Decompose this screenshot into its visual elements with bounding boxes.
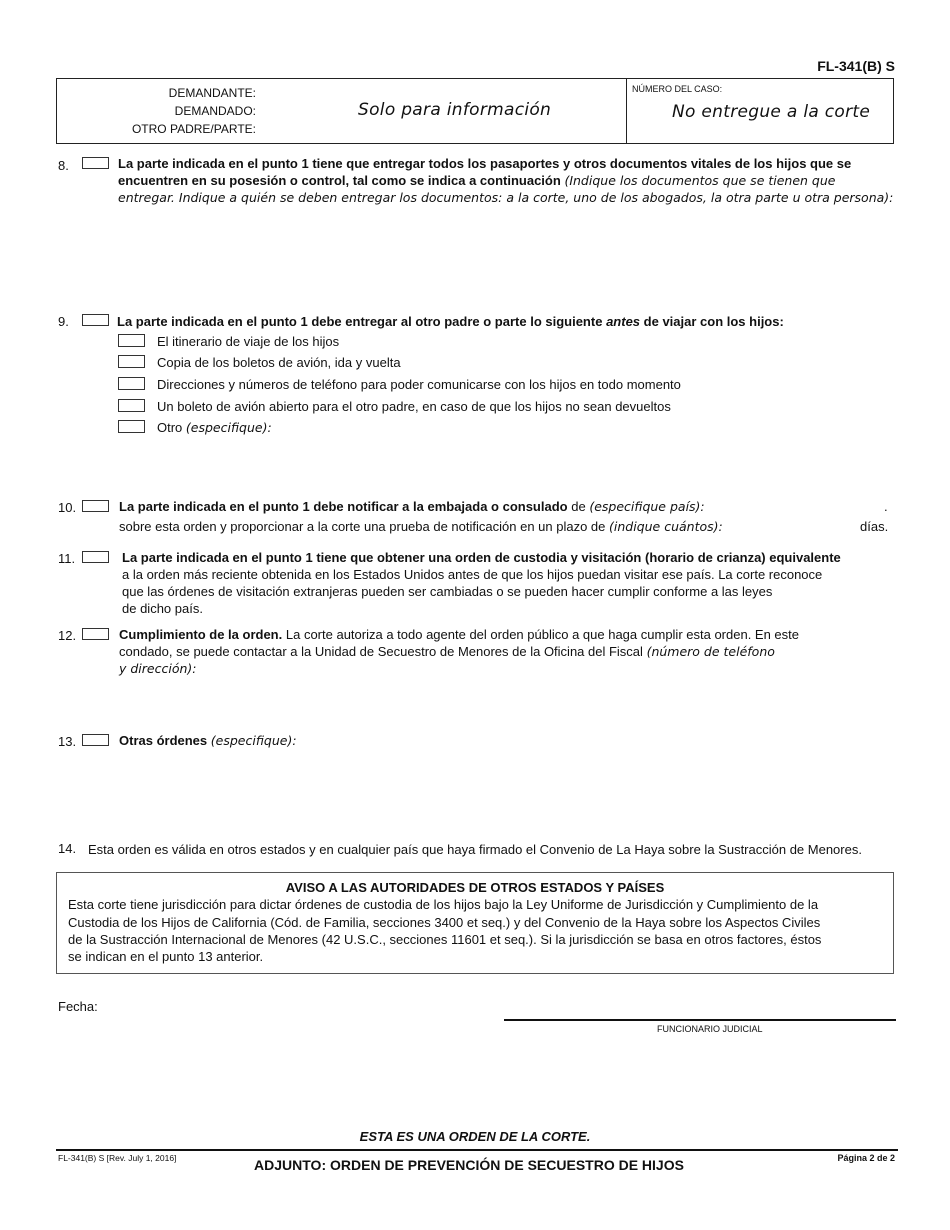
item-12-line-2 [119, 643, 775, 660]
item-9-option-3-checkbox[interactable] [118, 377, 145, 390]
signature-line[interactable] [504, 1019, 896, 1021]
item-9-option-2-checkbox[interactable] [118, 355, 145, 368]
item-10-days-label: (indique cuántos): [609, 519, 723, 534]
date-label: Fecha: [58, 999, 98, 1014]
item-9-option-3: Direcciones y números de teléfono para poder comunicarse con los hijos en todo momento [157, 377, 681, 392]
item-10-checkbox[interactable] [82, 500, 109, 512]
item-10-country-label: (especifique país): [589, 499, 705, 514]
item-12-text: La corte autoriza a todo agente del orden público a que haga cumplir esta orden. En este [285, 627, 800, 642]
other-parent-label: OTRO PADRE/PARTE: [131, 122, 256, 136]
item-13-text [119, 732, 297, 749]
item-14-text: Esta orden es válida en otros estados y en cualquier país que haya firmado el Convenio de La Haya sobre la Sustracción de Menores. [88, 842, 862, 857]
item-12-line-1 [119, 626, 799, 643]
item-10-de: de [571, 499, 586, 514]
item-10-bold: La parte indicada en el punto 1 debe notificar a la embajada o consulado [119, 499, 568, 514]
item-9-bold-b: de viajar con los hijos: [643, 314, 784, 329]
item-10-days: días. [860, 519, 889, 534]
judicial-officer-label: FUNCIONARIO JUDICIAL [657, 1024, 763, 1034]
item-12-italic-b: y dirección): [119, 661, 197, 676]
item-9-bold-a: La parte indicada en el punto 1 debe entregar al otro padre o parte lo siguiente [117, 314, 603, 329]
item-10-line-2 [119, 518, 723, 535]
item-13-bold: Otras órdenes [119, 733, 208, 748]
notice-line-2: Custodia de los Hijos de California (Cód. de Familia, secciones 3400 et seq.) y del Convenio de la Haya sobre los Aspectos Civiles [68, 915, 821, 930]
petitioner-label: DEMANDANTE: [168, 86, 256, 100]
form-id: FL-341(B) S [817, 58, 895, 74]
party-labels [56, 86, 256, 140]
respondent-label: DEMANDADO: [174, 104, 256, 118]
footer-rule [56, 1149, 898, 1151]
item-8-bold: La parte indicada en el punto 1 tiene que entregar todos los pasaportes y otros documentos vitales de los hijos que se encuentren en su posesión o control, tal como se indica a continuación [118, 156, 852, 188]
item-9-bold-italic: antes [606, 314, 641, 329]
item-11-line-3: de dicho país. [122, 601, 203, 616]
info-only-stamp: Solo para información [358, 100, 552, 120]
item-8-text [118, 155, 894, 206]
caption-divider [626, 78, 627, 144]
case-number-label: NÚMERO DEL CASO: [632, 84, 723, 94]
notice-line-1: Esta corte tiene jurisdicción para dictar órdenes de custodia de los hijos bajo la Ley Uniforme de Jurisdicción y Cumplimiento de la [68, 897, 819, 912]
item-9-text [117, 313, 784, 330]
item-9-other [157, 419, 272, 436]
item-11-checkbox[interactable] [82, 551, 109, 563]
item-11-number: 11. [58, 551, 76, 566]
item-11-line-1: a la orden más reciente obtenida en los Estados Unidos antes de que los hijos puedan visitar ese país. La corte reconoce [122, 567, 823, 582]
item-11-bold: La parte indicada en el punto 1 tiene que obtener una orden de custodia y visitación (horario de crianza) equivalente [122, 550, 841, 565]
item-10-period: . [884, 499, 888, 514]
notice-line-3: de la Sustracción Internacional de Menores (42 U.S.C., secciones 11601 et seq.). Si la jurisdicción se basa en otros factores, éstos [68, 932, 822, 947]
form-revision: FL-341(B) S [Rev. July 1, 2016] [58, 1153, 177, 1163]
item-8-number: 8. [58, 158, 69, 173]
do-not-file-stamp: No entregue a la corte [672, 102, 871, 122]
item-9-other-italic: (especifique): [185, 420, 272, 435]
item-9-other-label: Otro [157, 420, 183, 435]
item-13-checkbox[interactable] [82, 734, 109, 746]
notice-box [56, 872, 894, 974]
item-13-number: 13. [58, 734, 77, 749]
item-11-line-2: que las órdenes de visitación extranjeras pueden ser cambiadas o se pueden hacer cumplir conforme a las leyes [122, 584, 773, 599]
item-9-number: 9. [58, 314, 69, 329]
court-order-notice: ESTA ES UNA ORDEN DE LA CORTE. [359, 1129, 591, 1144]
item-10-line-1 [119, 498, 705, 515]
item-9-option-1: El itinerario de viaje de los hijos [157, 334, 340, 349]
item-9-checkbox[interactable] [82, 314, 109, 326]
item-10-number: 10. [58, 500, 77, 515]
notice-line-4: se indican en el punto 13 anterior. [68, 949, 264, 964]
item-12-italic-a: (número de teléfono [646, 644, 775, 659]
item-12-bold: Cumplimiento de la orden. [119, 627, 283, 642]
item-14-number: 14. [58, 841, 77, 856]
item-9-option-2: Copia de los boletos de avión, ida y vuelta [157, 355, 401, 370]
item-9-option-4: Un boleto de avión abierto para el otro padre, en caso de que los hijos no sean devueltos [157, 399, 671, 414]
item-12-checkbox[interactable] [82, 628, 109, 640]
notice-title: AVISO A LAS AUTORIDADES DE OTROS ESTADOS Y PAÍSES [285, 880, 665, 895]
item-13-italic: (especifique): [210, 733, 297, 748]
form-title: ADJUNTO: ORDEN DE PREVENCIÓN DE SECUESTRO DE HIJOS [254, 1157, 684, 1173]
item-12-line-2-text: condado, se puede contactar a la Unidad de Secuestro de Menores de la Oficina del Fiscal [119, 644, 643, 659]
page-number: Página 2 de 2 [837, 1153, 895, 1163]
item-10-line-2-text: sobre esta orden y proporcionar a la corte una prueba de notificación en un plazo de [119, 519, 606, 534]
item-9-option-4-checkbox[interactable] [118, 399, 145, 412]
item-9-other-checkbox[interactable] [118, 420, 145, 433]
item-12-number: 12. [58, 628, 77, 643]
item-8-italic: (Indique los documentos que se tienen que entregar. Indique a quién se deben entregar los documentos: a la corte, uno de los abogados, la otra parte u otra persona): [118, 173, 894, 205]
item-8-checkbox[interactable] [82, 157, 109, 169]
item-9-option-1-checkbox[interactable] [118, 334, 145, 347]
